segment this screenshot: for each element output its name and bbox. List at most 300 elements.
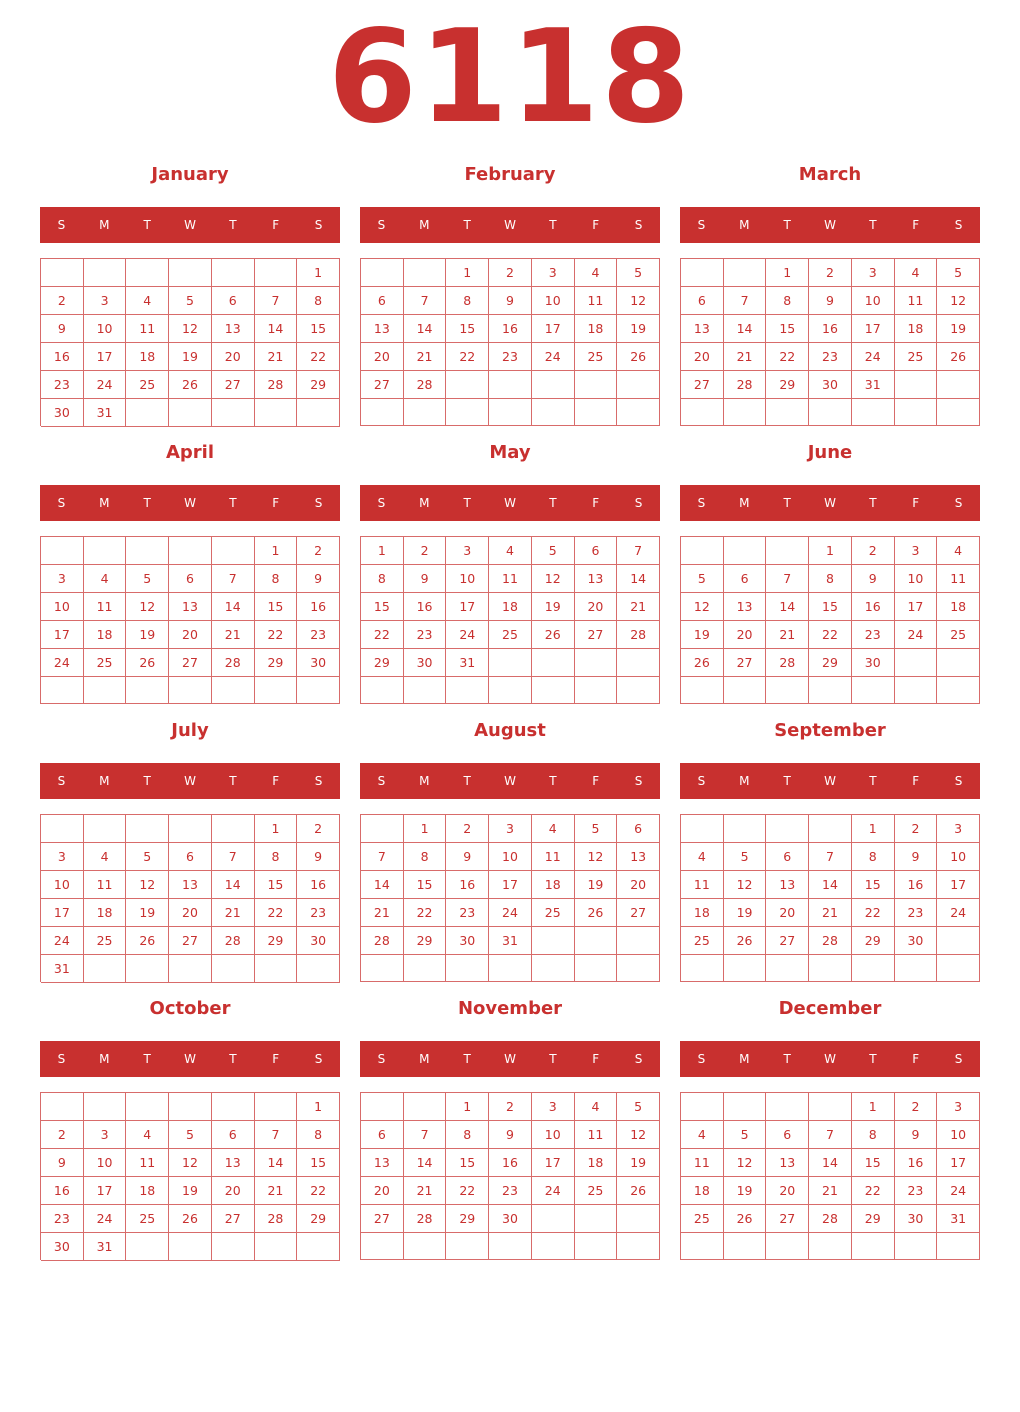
day-cell: 9	[852, 565, 895, 593]
day-cell: 6	[169, 565, 212, 593]
weekday-label: W	[824, 774, 836, 788]
day-cell: 26	[681, 649, 724, 677]
day-cell: 3	[937, 815, 980, 843]
empty-cell	[681, 955, 724, 982]
weekday-label: S	[57, 1052, 66, 1066]
day-cell: 23	[446, 899, 489, 927]
weekday-label: W	[504, 1052, 516, 1066]
day-cell: 15	[255, 593, 298, 621]
day-cell: 25	[532, 899, 575, 927]
month-name: June	[807, 442, 853, 463]
day-cell: 3	[446, 537, 489, 565]
day-cell: 20	[617, 871, 660, 899]
empty-cell	[724, 399, 767, 426]
empty-cell	[681, 399, 724, 426]
day-cell: 26	[532, 621, 575, 649]
empty-cell	[809, 399, 852, 426]
empty-cell	[489, 371, 532, 399]
empty-cell	[617, 1205, 660, 1233]
day-cell: 24	[446, 621, 489, 649]
day-cell: 18	[489, 593, 532, 621]
day-cell: 25	[126, 371, 169, 399]
empty-cell	[532, 927, 575, 955]
empty-cell	[895, 371, 938, 399]
day-cell: 20	[169, 899, 212, 927]
month-name: November	[457, 998, 563, 1019]
empty-cell	[766, 815, 809, 843]
day-cell: 14	[361, 871, 404, 899]
day-cell: 19	[724, 899, 767, 927]
month-name: September	[774, 720, 886, 741]
day-cell: 11	[681, 1149, 724, 1177]
day-cell: 10	[937, 843, 980, 871]
day-cell: 2	[41, 287, 84, 315]
day-cell: 17	[84, 343, 127, 371]
day-cell: 17	[84, 1177, 127, 1205]
empty-cell	[361, 1093, 404, 1121]
weekday-label: M	[739, 774, 750, 788]
weekday-label: W	[824, 496, 836, 510]
day-cell: 21	[361, 899, 404, 927]
empty-cell	[212, 537, 255, 565]
day-cell: 9	[446, 843, 489, 871]
day-cell: 15	[766, 315, 809, 343]
day-cell: 1	[255, 537, 298, 565]
day-cell: 20	[575, 593, 618, 621]
day-grid	[40, 814, 340, 982]
weekday-label: T	[869, 218, 877, 232]
day-cell: 17	[937, 871, 980, 899]
empty-cell	[126, 1233, 169, 1261]
empty-cell	[895, 399, 938, 426]
weekday-label: T	[229, 496, 237, 510]
day-cell: 22	[446, 1177, 489, 1205]
weekday-label: F	[272, 774, 280, 788]
day-cell: 21	[766, 621, 809, 649]
day-cell: 28	[404, 1205, 447, 1233]
day-cell: 3	[852, 259, 895, 287]
day-cell: 26	[937, 343, 980, 371]
empty-cell	[532, 1205, 575, 1233]
day-cell: 12	[724, 871, 767, 899]
empty-cell	[937, 677, 980, 704]
weekday-label: T	[463, 774, 471, 788]
day-cell: 22	[766, 343, 809, 371]
empty-cell	[575, 649, 618, 677]
day-cell: 29	[852, 927, 895, 955]
day-cell: 23	[297, 621, 340, 649]
day-cell: 23	[895, 1177, 938, 1205]
day-cell: 23	[489, 343, 532, 371]
weekday-label: W	[184, 774, 196, 788]
empty-cell	[724, 259, 767, 287]
day-cell: 12	[126, 593, 169, 621]
weekday-label: T	[783, 496, 791, 510]
day-cell: 22	[404, 899, 447, 927]
day-cell: 24	[532, 1177, 575, 1205]
day-cell: 25	[575, 1177, 618, 1205]
weekday-label: T	[463, 496, 471, 510]
weekday-label: S	[697, 218, 706, 232]
day-cell: 26	[617, 343, 660, 371]
weekday-label: F	[912, 1052, 920, 1066]
weekday-label: M	[419, 496, 430, 510]
day-cell: 6	[361, 1121, 404, 1149]
weekday-header	[680, 485, 980, 521]
weekday-label: W	[504, 774, 516, 788]
day-cell: 31	[446, 649, 489, 677]
day-cell: 24	[532, 343, 575, 371]
weekday-label: T	[229, 774, 237, 788]
day-cell: 13	[361, 1149, 404, 1177]
empty-cell	[532, 677, 575, 704]
day-cell: 25	[126, 1205, 169, 1233]
day-cell: 1	[297, 1093, 340, 1121]
day-grid	[680, 258, 980, 426]
day-cell: 7	[212, 565, 255, 593]
day-cell: 9	[895, 1121, 938, 1149]
weekday-label: M	[99, 774, 110, 788]
weekday-header	[40, 207, 340, 243]
day-cell: 28	[255, 1205, 298, 1233]
empty-cell	[532, 1233, 575, 1260]
day-cell: 29	[361, 649, 404, 677]
weekday-label: T	[783, 1052, 791, 1066]
day-cell: 17	[532, 315, 575, 343]
empty-cell	[724, 815, 767, 843]
weekday-label: S	[954, 1052, 963, 1066]
weekday-label: S	[314, 218, 323, 232]
day-cell: 28	[361, 927, 404, 955]
weekday-label: T	[143, 774, 151, 788]
day-cell: 4	[681, 843, 724, 871]
empty-cell	[617, 399, 660, 426]
weekday-label: W	[184, 218, 196, 232]
weekday-label: S	[377, 1052, 386, 1066]
day-cell: 20	[169, 621, 212, 649]
empty-cell	[681, 1093, 724, 1121]
day-cell: 1	[446, 1093, 489, 1121]
day-cell: 27	[681, 371, 724, 399]
day-grid	[360, 1092, 660, 1260]
day-grid	[360, 814, 660, 982]
day-cell: 14	[404, 1149, 447, 1177]
day-cell: 11	[937, 565, 980, 593]
day-cell: 15	[446, 1149, 489, 1177]
day-cell: 15	[852, 1149, 895, 1177]
weekday-label: M	[739, 218, 750, 232]
day-cell: 1	[852, 815, 895, 843]
empty-cell	[404, 1233, 447, 1260]
weekday-label: T	[869, 496, 877, 510]
empty-cell	[361, 955, 404, 982]
day-cell: 19	[169, 1177, 212, 1205]
day-cell: 1	[404, 815, 447, 843]
day-cell: 29	[297, 371, 340, 399]
day-cell: 6	[212, 1121, 255, 1149]
empty-cell	[617, 649, 660, 677]
day-cell: 29	[297, 1205, 340, 1233]
empty-cell	[404, 259, 447, 287]
month-name: August	[474, 720, 546, 741]
day-cell: 14	[212, 593, 255, 621]
day-cell: 25	[84, 649, 127, 677]
day-cell: 12	[681, 593, 724, 621]
weekday-label: F	[592, 1052, 600, 1066]
day-cell: 5	[617, 259, 660, 287]
empty-cell	[766, 955, 809, 982]
day-cell: 26	[126, 649, 169, 677]
weekday-header	[680, 1041, 980, 1077]
day-cell: 14	[766, 593, 809, 621]
empty-cell	[724, 1233, 767, 1260]
day-cell: 15	[255, 871, 298, 899]
day-cell: 13	[169, 593, 212, 621]
weekday-header	[680, 207, 980, 243]
day-cell: 22	[361, 621, 404, 649]
day-cell: 6	[766, 843, 809, 871]
month-name: May	[489, 442, 531, 463]
empty-cell	[489, 649, 532, 677]
day-cell: 15	[446, 315, 489, 343]
empty-cell	[84, 955, 127, 983]
day-cell: 28	[724, 371, 767, 399]
day-cell: 25	[84, 927, 127, 955]
day-cell: 11	[575, 287, 618, 315]
empty-cell	[169, 815, 212, 843]
day-cell: 4	[575, 259, 618, 287]
weekday-label: F	[912, 496, 920, 510]
day-cell: 7	[212, 843, 255, 871]
day-cell: 8	[255, 843, 298, 871]
day-cell: 5	[937, 259, 980, 287]
month-name: December	[778, 998, 882, 1019]
empty-cell	[126, 955, 169, 983]
day-cell: 18	[84, 621, 127, 649]
day-cell: 16	[41, 1177, 84, 1205]
empty-cell	[489, 677, 532, 704]
empty-cell	[169, 955, 212, 983]
day-cell: 28	[212, 649, 255, 677]
day-cell: 13	[169, 871, 212, 899]
weekday-label: T	[549, 218, 557, 232]
day-cell: 3	[41, 565, 84, 593]
empty-cell	[126, 815, 169, 843]
day-cell: 19	[169, 343, 212, 371]
day-cell: 21	[809, 1177, 852, 1205]
empty-cell	[297, 1233, 340, 1261]
day-cell: 1	[852, 1093, 895, 1121]
weekday-label: S	[377, 774, 386, 788]
day-cell: 25	[575, 343, 618, 371]
day-cell: 30	[297, 649, 340, 677]
empty-cell	[895, 677, 938, 704]
weekday-label: S	[634, 1052, 643, 1066]
day-cell: 1	[255, 815, 298, 843]
empty-cell	[255, 399, 298, 427]
day-cell: 20	[681, 343, 724, 371]
day-cell: 2	[895, 815, 938, 843]
day-cell: 14	[255, 1149, 298, 1177]
day-cell: 14	[724, 315, 767, 343]
weekday-label: W	[824, 218, 836, 232]
empty-cell	[41, 1093, 84, 1121]
day-cell: 18	[126, 1177, 169, 1205]
day-cell: 8	[809, 565, 852, 593]
empty-cell	[937, 649, 980, 677]
day-cell: 29	[255, 927, 298, 955]
day-cell: 28	[809, 927, 852, 955]
weekday-label: F	[272, 496, 280, 510]
day-grid	[680, 536, 980, 704]
day-cell: 13	[766, 1149, 809, 1177]
day-cell: 7	[255, 1121, 298, 1149]
weekday-label: S	[697, 774, 706, 788]
day-cell: 4	[489, 537, 532, 565]
day-cell: 18	[84, 899, 127, 927]
day-cell: 30	[489, 1205, 532, 1233]
empty-cell	[575, 927, 618, 955]
empty-cell	[169, 259, 212, 287]
weekday-header	[680, 763, 980, 799]
day-cell: 22	[297, 1177, 340, 1205]
empty-cell	[84, 815, 127, 843]
day-cell: 8	[404, 843, 447, 871]
empty-cell	[41, 259, 84, 287]
day-cell: 31	[84, 1233, 127, 1261]
empty-cell	[617, 1233, 660, 1260]
day-cell: 21	[212, 621, 255, 649]
day-cell: 3	[895, 537, 938, 565]
weekday-label: F	[592, 218, 600, 232]
day-cell: 21	[255, 1177, 298, 1205]
day-cell: 1	[766, 259, 809, 287]
day-cell: 17	[937, 1149, 980, 1177]
day-cell: 19	[575, 871, 618, 899]
day-cell: 18	[126, 343, 169, 371]
day-cell: 20	[361, 343, 404, 371]
weekday-label: T	[549, 1052, 557, 1066]
empty-cell	[489, 399, 532, 426]
day-cell: 14	[255, 315, 298, 343]
empty-cell	[404, 399, 447, 426]
day-cell: 8	[446, 1121, 489, 1149]
day-cell: 4	[84, 843, 127, 871]
day-grid	[40, 536, 340, 704]
day-cell: 20	[361, 1177, 404, 1205]
day-cell: 24	[852, 343, 895, 371]
day-cell: 14	[212, 871, 255, 899]
weekday-label: W	[824, 1052, 836, 1066]
day-cell: 20	[724, 621, 767, 649]
weekday-label: F	[272, 218, 280, 232]
day-cell: 18	[575, 1149, 618, 1177]
empty-cell	[575, 371, 618, 399]
empty-cell	[681, 259, 724, 287]
day-cell: 2	[297, 815, 340, 843]
empty-cell	[852, 1233, 895, 1260]
day-cell: 8	[361, 565, 404, 593]
day-cell: 13	[575, 565, 618, 593]
day-cell: 10	[852, 287, 895, 315]
empty-cell	[212, 399, 255, 427]
day-cell: 16	[297, 871, 340, 899]
empty-cell	[169, 1093, 212, 1121]
day-cell: 12	[575, 843, 618, 871]
day-cell: 19	[126, 621, 169, 649]
day-cell: 27	[724, 649, 767, 677]
weekday-label: M	[99, 218, 110, 232]
day-cell: 16	[41, 343, 84, 371]
day-cell: 19	[532, 593, 575, 621]
day-cell: 4	[895, 259, 938, 287]
empty-cell	[255, 1233, 298, 1261]
day-cell: 8	[766, 287, 809, 315]
day-cell: 9	[297, 843, 340, 871]
day-grid	[680, 814, 980, 982]
empty-cell	[446, 1233, 489, 1260]
empty-cell	[852, 677, 895, 704]
weekday-label: T	[549, 774, 557, 788]
day-cell: 26	[126, 927, 169, 955]
day-cell: 31	[489, 927, 532, 955]
day-cell: 30	[41, 399, 84, 427]
empty-cell	[532, 399, 575, 426]
day-cell: 30	[41, 1233, 84, 1261]
day-cell: 19	[681, 621, 724, 649]
month-name: January	[151, 164, 229, 185]
empty-cell	[361, 1233, 404, 1260]
empty-cell	[212, 1093, 255, 1121]
weekday-header	[40, 485, 340, 521]
day-cell: 26	[724, 1205, 767, 1233]
day-cell: 21	[617, 593, 660, 621]
day-cell: 10	[532, 287, 575, 315]
weekday-label: S	[697, 1052, 706, 1066]
day-cell: 10	[446, 565, 489, 593]
day-cell: 10	[489, 843, 532, 871]
day-cell: 5	[126, 843, 169, 871]
day-cell: 5	[169, 1121, 212, 1149]
day-cell: 24	[895, 621, 938, 649]
day-cell: 11	[489, 565, 532, 593]
weekday-label: T	[783, 218, 791, 232]
day-cell: 5	[126, 565, 169, 593]
day-cell: 28	[766, 649, 809, 677]
weekday-header	[40, 1041, 340, 1077]
day-cell: 21	[212, 899, 255, 927]
day-cell: 22	[809, 621, 852, 649]
empty-cell	[532, 955, 575, 982]
day-cell: 11	[84, 871, 127, 899]
day-cell: 12	[126, 871, 169, 899]
day-cell: 30	[809, 371, 852, 399]
day-cell: 26	[169, 371, 212, 399]
weekday-header	[40, 763, 340, 799]
day-cell: 6	[724, 565, 767, 593]
weekday-label: M	[739, 496, 750, 510]
day-cell: 11	[126, 1149, 169, 1177]
day-cell: 29	[446, 1205, 489, 1233]
day-cell: 23	[404, 621, 447, 649]
day-cell: 23	[895, 899, 938, 927]
day-cell: 10	[532, 1121, 575, 1149]
day-cell: 12	[937, 287, 980, 315]
month-name: March	[798, 164, 862, 185]
year-title: 6118	[327, 3, 693, 152]
day-cell: 8	[297, 1121, 340, 1149]
weekday-label: S	[954, 218, 963, 232]
